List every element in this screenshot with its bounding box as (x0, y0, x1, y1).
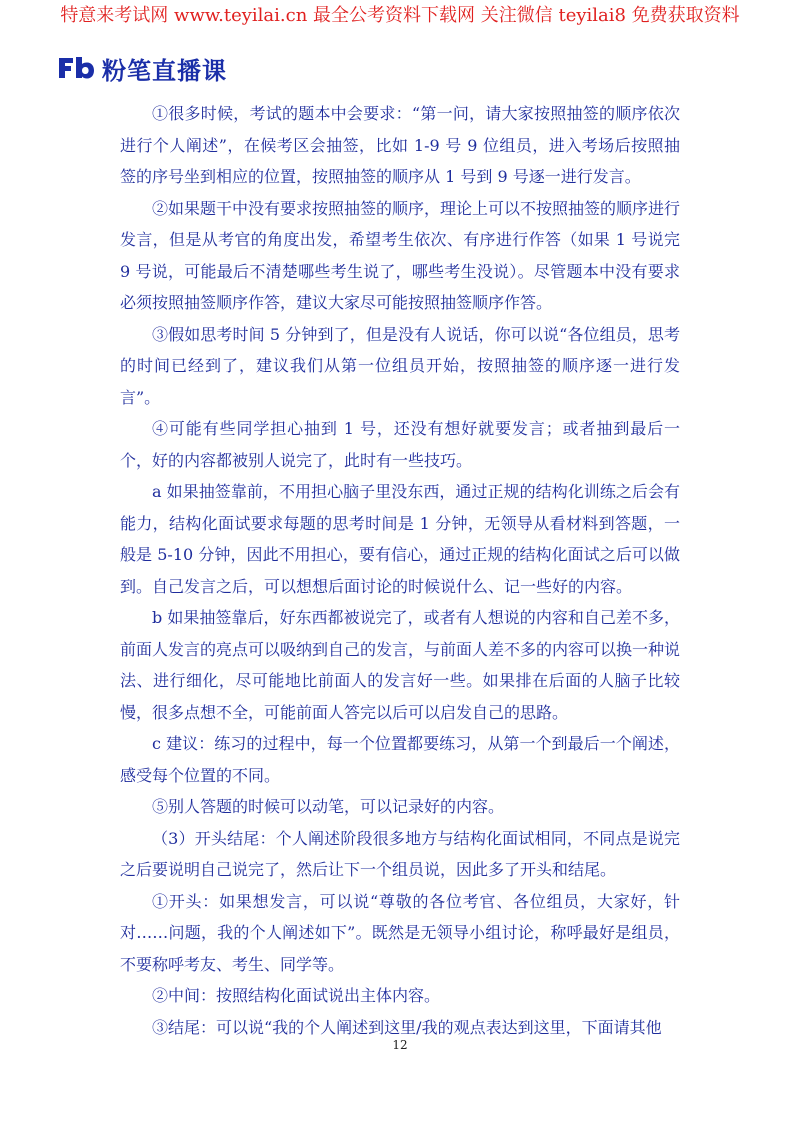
paragraph: ④可能有些同学担心抽到 1 号，还没有想好就要发言；或者抽到最后一个，好的内容都被别人说完了，此时有一些技巧。 (120, 419, 680, 470)
paragraph: b 如果抽签靠后，好东西都被说完了，或者有人想说的内容和自己差不多，前面人发言的亮点可以吸纳到自己的发言，与前面人差不多的内容可以换一种说法、进行细化，尽可能地比前面人的发言好一些。如果排在后面的人脑子比较慢，很多点想不全，可能前面人答完以后可以启发自己的思路。 (120, 608, 681, 722)
paragraph: ②如果题干中没有要求按照抽签的顺序，理论上可以不按照抽签的顺序进行发言，但是从考官的角度出发，希望考生依次、有序进行作答（如果 1 号说完 9 号说，可能最后不清楚哪些考生说了，哪些考生没说）。尽管题本中没有要求必须按照抽签顺序作答，建议大家尽可能按照抽签顺序作答。 (120, 198, 681, 312)
paragraph: ②中间：按照结构化面试说出主体内容。 (152, 986, 441, 1005)
paragraph: （3）开头结尾：个人阐述阶段很多地方与结构化面试相同，不同点是说完之后要说明自己说完了，然后让下一个组员说，因此多了开头和结尾。 (120, 828, 680, 879)
paragraph: ⑤别人答题的时候可以动笔，可以记录好的内容。 (152, 797, 505, 816)
document-body (120, 98, 680, 1043)
paragraph: ③假如思考时间 5 分钟到了，但是没有人说话，你可以说“各位组员，思考的时间已经到了，建议我们从第一位组员开始，按照抽签的顺序逐一进行发言”。 (120, 324, 680, 407)
paragraph: ③结尾：可以说“我的个人阐述到这里/我的观点表达到这里，下面请其他 (152, 1017, 662, 1037)
logo-text: 粉笔直播课 (102, 56, 227, 85)
paragraph: ①很多时候，考试的题本中会要求：“第一问，请大家按照抽签的顺序依次进行个人阐述”，在候考区会抽签，比如 1-9 号 9 位组员，进入考场后按照抽签的序号坐到相应的位置，按照抽签的顺序从 1 号到 9 号逐一进行发言。 (120, 104, 680, 186)
top-banner: 特意来考试网 www.teyilai.cn 最全公考资料下载网 关注微信 teyilai8 免费获取资料 (60, 5, 740, 26)
paragraph: ①开头：如果想发言，可以说“尊敬的各位考官、各位组员，大家好，针对……问题，我的个人阐述如下”。既然是无领导小组讨论，称呼最好是组员，不要称呼考友、考生、同学等。 (120, 891, 680, 974)
logo (56, 52, 227, 84)
paragraph: c 建议：练习的过程中，每一个位置都要练习，从第一个到最后一个阐述，感受每个位置的不同。 (120, 734, 680, 785)
fb-logo-icon (56, 55, 96, 81)
page-number: 12 (392, 1038, 408, 1052)
paragraph: a 如果抽签靠前，不用担心脑子里没东西，通过正规的结构化训练之后会有能力，结构化面试要求每题的思考时间是 1 分钟，无领导从看材料到答题，一般是 5-10 分钟，因此不用担心，要有信心，通过正规的结构化面试之后可以做到。自己发言之后，可以想想后面讨论的时候说什么、记一些好的内容。 (120, 482, 680, 596)
